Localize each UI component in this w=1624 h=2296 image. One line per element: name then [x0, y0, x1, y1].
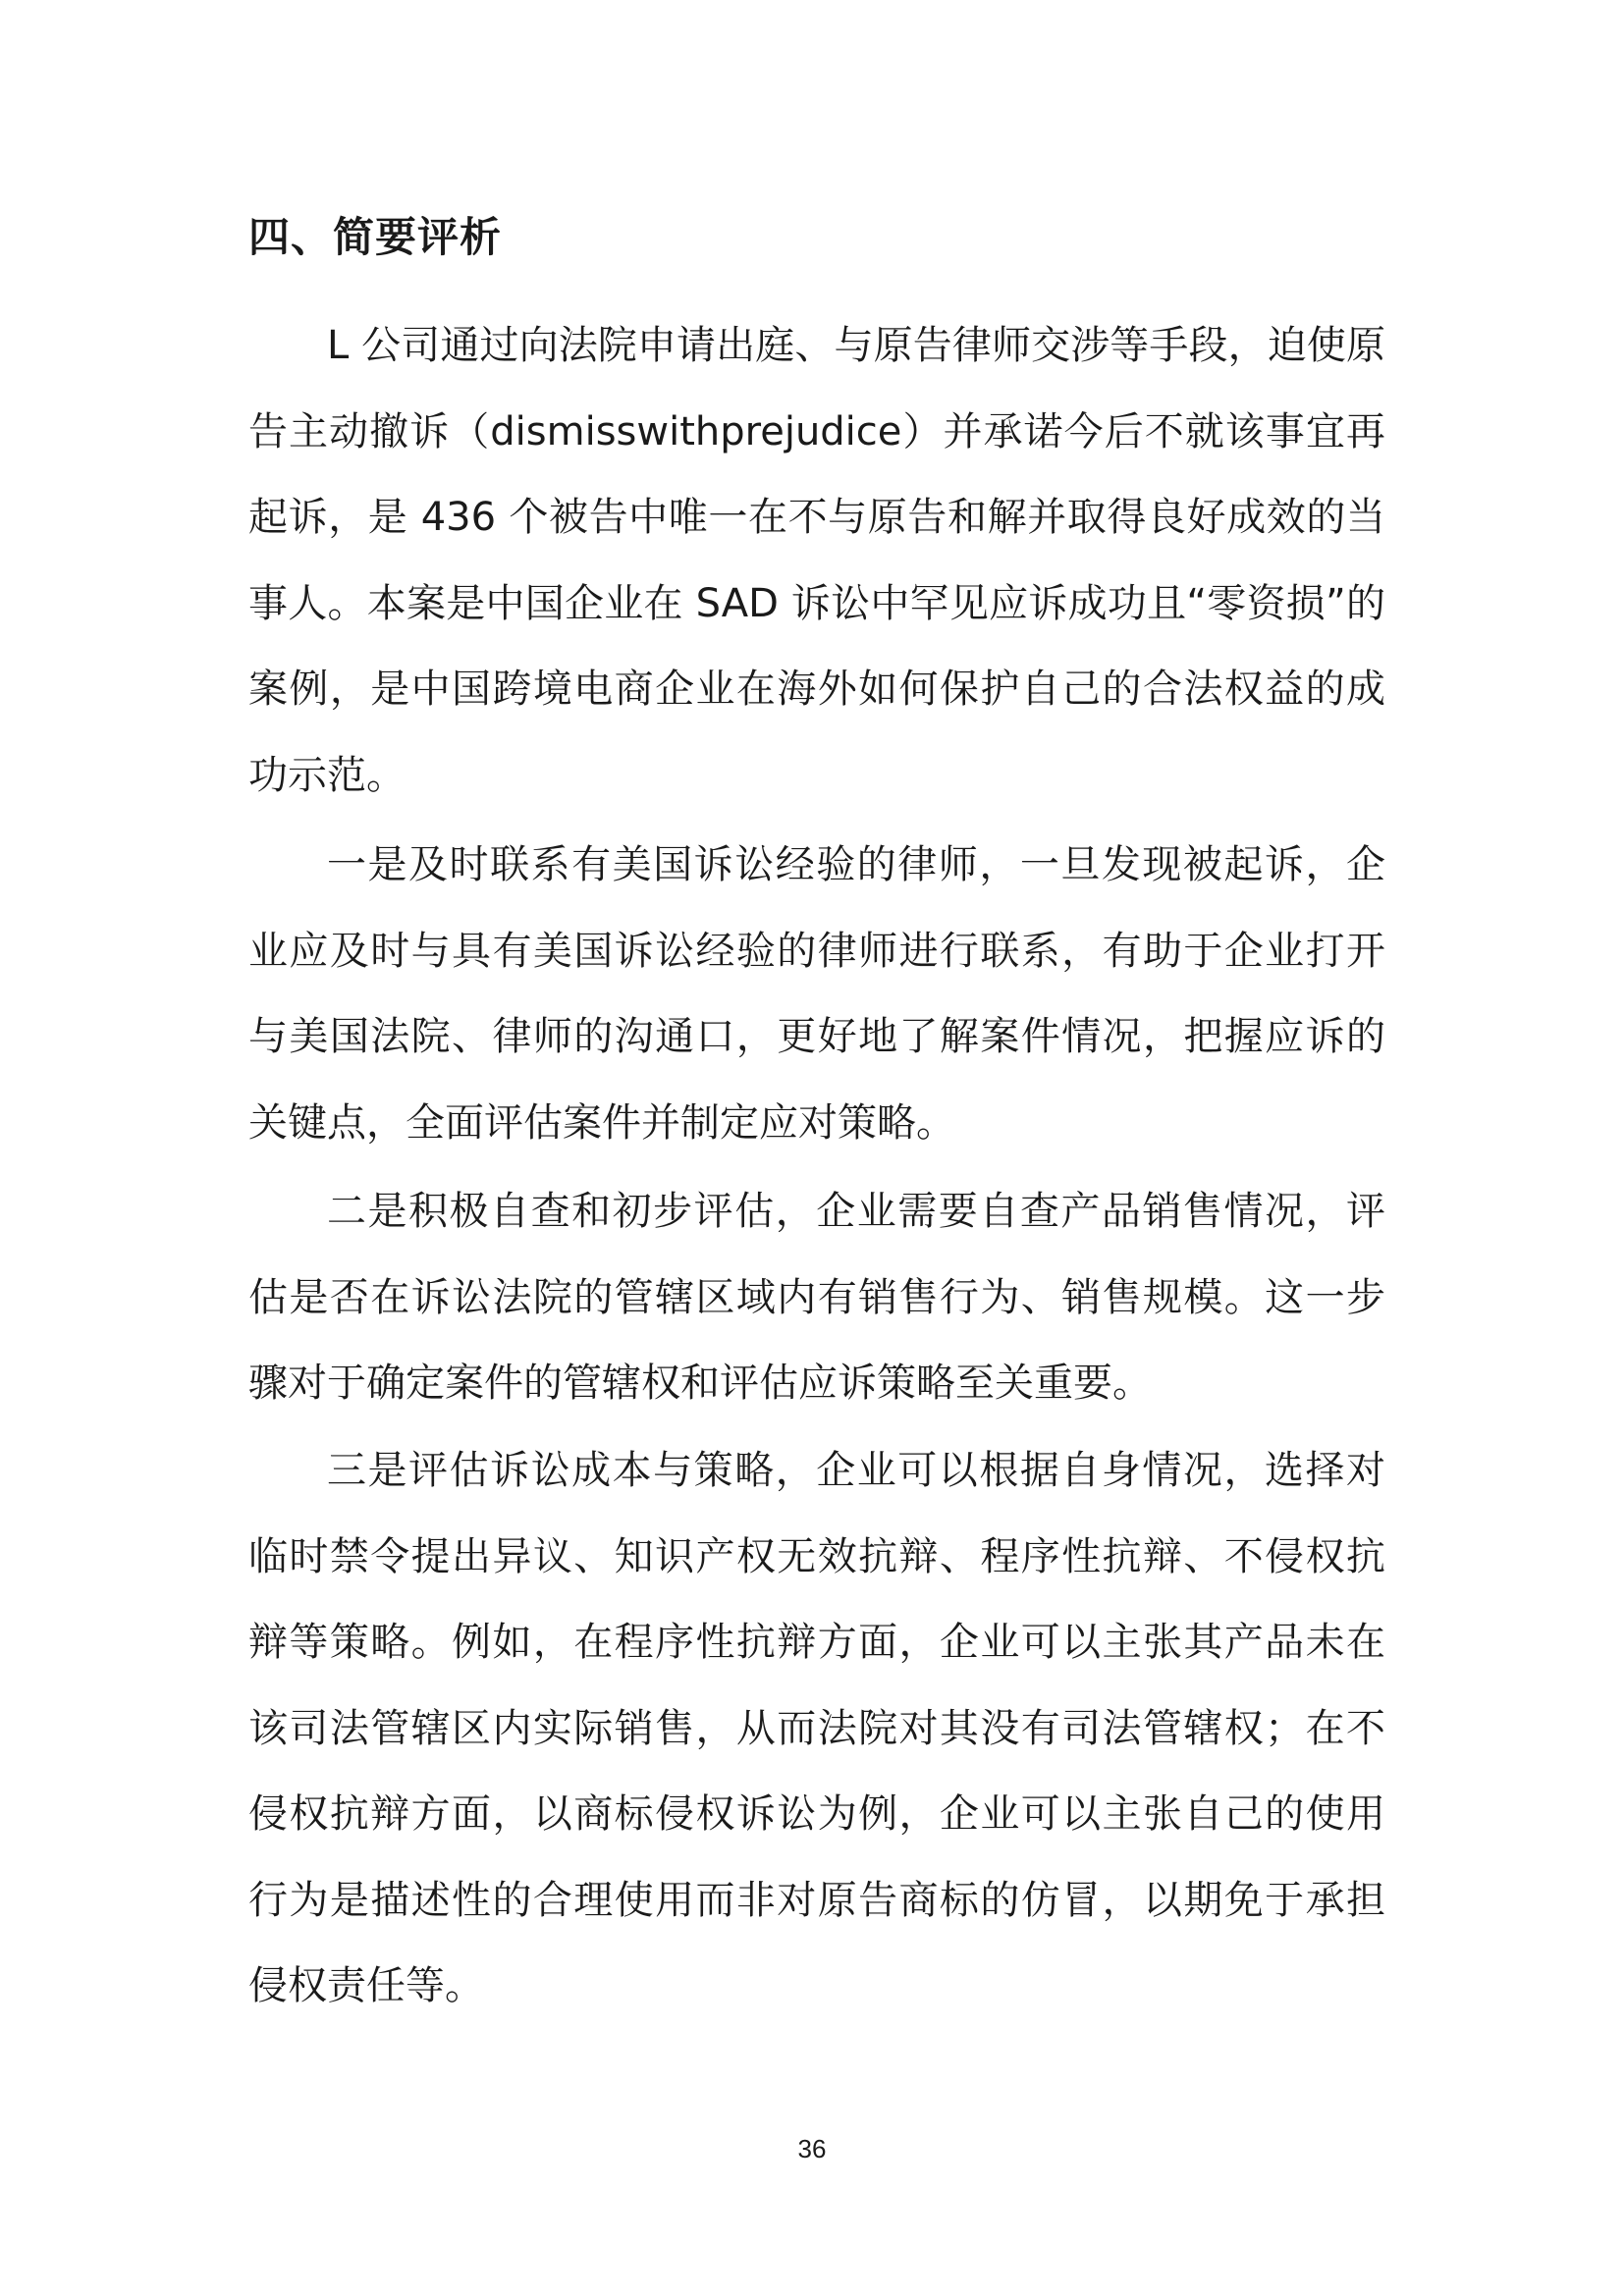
paragraph-3	[248, 1169, 1385, 1427]
paragraph-text: 一是及时联系有美国诉讼经验的律师，一旦发现被起诉，企业应及时与具有美国诉讼经验的律师进行联系，有助于企业打开与美国法院、律师的沟通口，更好地了解案件情况，把握应诉的关键点，全面评估案件并制定应对策略。	[248, 842, 1385, 1146]
paragraph-text: 三是评估诉讼成本与策略，企业可以根据自身情况，选择对临时禁令提出异议、知识产权无效抗辩、程序性抗辩、不侵权抗辩等策略。例如，在程序性抗辩方面，企业可以主张其产品未在该司法管辖区内实际销售，从而法院对其没有司法管辖权；在不侵权抗辩方面，以商标侵权诉讼为例，企业可以主张自己的使用行为是描述性的合理使用而非对原告商标的仿冒，以期免于承担侵权责任等。	[248, 1448, 1385, 2008]
paragraph-text: 二是积极自查和初步评估，企业需要自查产品销售情况，评估是否在诉讼法院的管辖区域内有销售行为、销售规模。这一步骤对于确定案件的管辖权和评估应诉策略至关重要。	[248, 1189, 1385, 1406]
paragraph-1	[248, 303, 1385, 819]
paragraph-2	[248, 823, 1385, 1166]
page-number: 36	[797, 2134, 827, 2163]
paragraph-4	[248, 1428, 1385, 2030]
paragraph-text: L 公司通过向法院申请出庭、与原告律师交涉等手段，迫使原告主动撤诉（dismisswithprejudice）并承诺今后不就该事宜再起诉，是 436 个被告中唯一在不与原告和解并取得良好成效的当事人。本案是中国企业在 SAD 诉讼中罕见应诉成功且“零资损”的案例，是中国跨境电商企业在海外如何保护自己的合法权益的成功示范。	[248, 323, 1385, 798]
section-heading: 四、简要评析	[248, 213, 503, 261]
